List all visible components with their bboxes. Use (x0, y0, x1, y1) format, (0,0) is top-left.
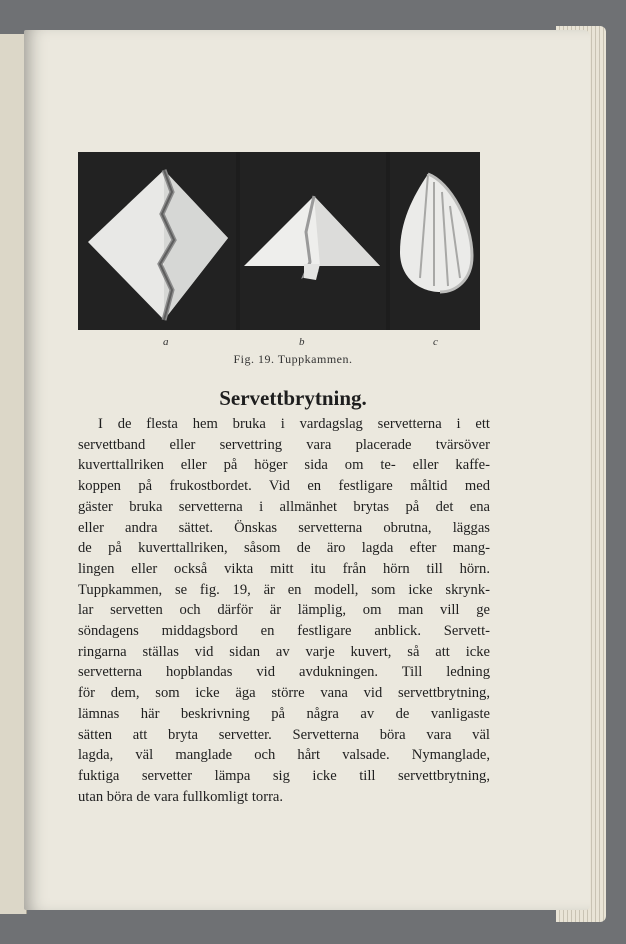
paragraph-line: ringarna ställas vid sidan av varje kuvert, så att icke (78, 643, 490, 660)
figure-label-c: c (433, 336, 438, 348)
paragraph-line: sätten att bryta servetter. Servetterna böra vara väl (78, 726, 490, 743)
figure-caption: Fig. 19. Tuppkammen. (233, 352, 353, 366)
paragraph-line: lämnas här beskrivning på några av de vanligaste (78, 705, 490, 722)
paragraph-line: servetterna hopblandas vid avdukningen. Till ledning (78, 664, 490, 681)
paragraph-line: fuktiga servetter lämpa sig icke till servettbrytning, (78, 767, 490, 784)
paragraph-line: utan böra de vara fullkomligt torra. (78, 788, 284, 805)
paragraph-line: eller andra sättet. Önskas servetterna obrutna, läggas (78, 519, 490, 536)
facing-page-edge (0, 34, 27, 914)
paragraph-line: söndagens middagsbord en festligare anblick. Servett- (78, 623, 490, 640)
figure-label-b: b (299, 336, 305, 348)
section-heading: Servettbrytning. (219, 386, 367, 410)
paragraph-line: lingen eller också vikta mitt itu från hörn till hörn. (78, 560, 490, 577)
paragraph-line: lar servetten och därför är lämplig, om man vill ge (78, 602, 490, 619)
body-paragraph (78, 414, 490, 807)
paragraph-line: lagda, väl manglade och hårt valsade. Nymanglade, (78, 747, 490, 764)
paragraph-line: Tuppkammen, se fig. 19, är en modell, som icke skrynk- (78, 581, 490, 598)
paragraph-line: kuverttallriken eller på höger sida om te- eller kaffe- (78, 457, 490, 474)
figure-label-a: a (163, 336, 169, 348)
book-page (24, 30, 590, 910)
figure-19-photos (78, 152, 480, 330)
paragraph-line: servettband eller servettring vara placerade tvärsöver (78, 436, 490, 453)
photo-b (240, 152, 386, 330)
paragraph-line: för dem, som icke äga större vana vid servettbrytning, (78, 685, 490, 702)
photo-c (390, 152, 480, 330)
paragraph-line: de på kuverttallriken, såsom de äro lagda efter mang- (78, 540, 490, 557)
photo-a (78, 152, 236, 330)
paragraph-line: gäster bruka servetterna i allmänhet brytas på det ena (78, 498, 490, 515)
paragraph-line: koppen på frukostbordet. Vid en festligare måltid med (78, 478, 490, 495)
paragraph-line: I de flesta hem bruka i vardagslag servetterna i ett (98, 416, 490, 432)
